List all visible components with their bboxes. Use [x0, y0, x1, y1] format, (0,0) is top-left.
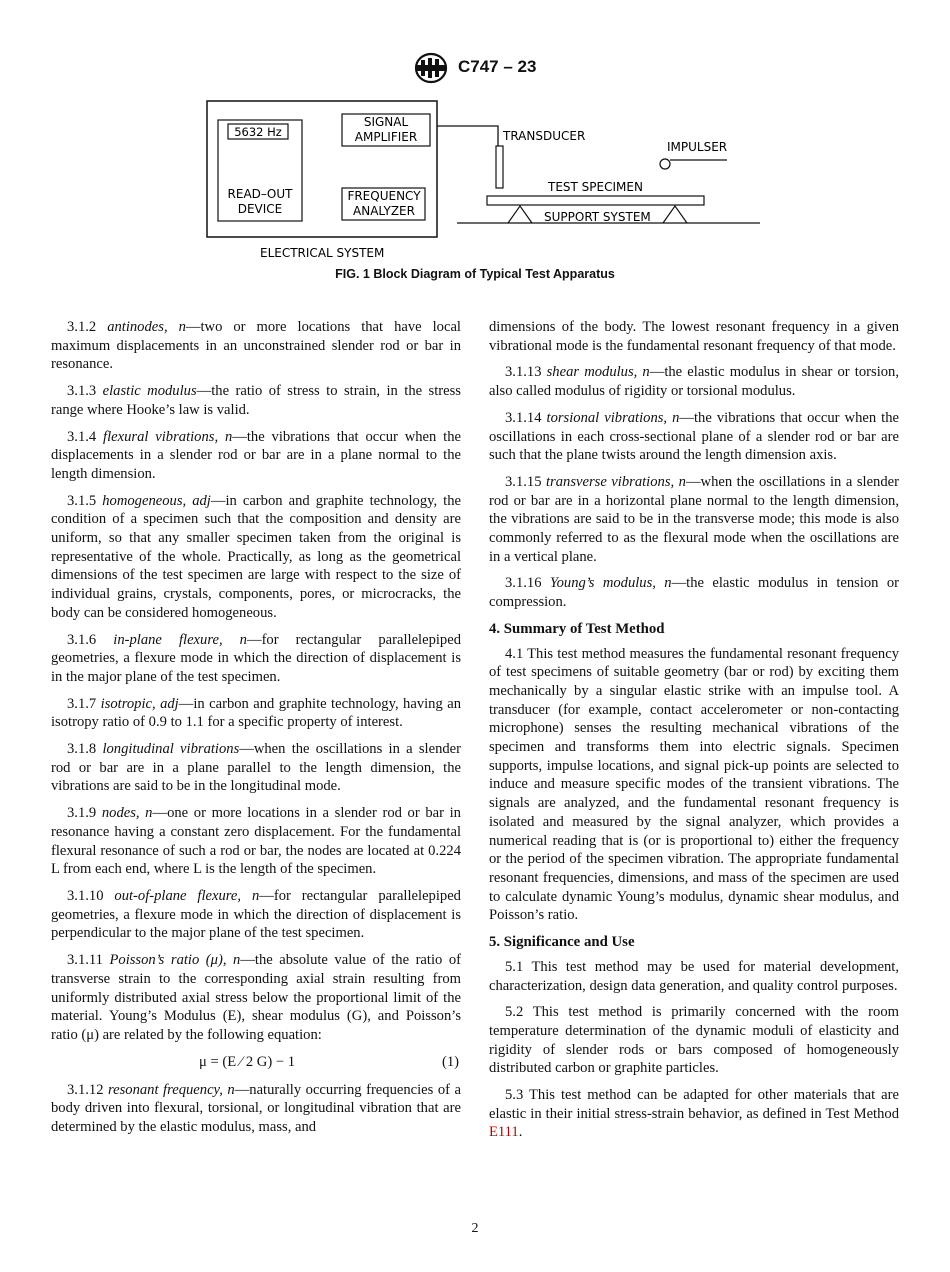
transducer-label: TRANSDUCER — [503, 129, 586, 143]
definition-3-1-14: 3.1.14 torsional vibrations, n—the vibrations that occur when the oscillations in each cross-sectional plane of a slender rod or bar are such that the plane twists around the length dimension axis. — [489, 409, 900, 464]
support-left — [508, 206, 532, 223]
electrical-system-label: ELECTRICAL SYSTEM — [260, 246, 385, 260]
support-right — [663, 206, 687, 223]
definition-3-1-16: 3.1.16 Young’s modulus, n—the elastic modulus in tension or compression. — [489, 575, 899, 611]
paragraph-5-1: 5.1 This test method may be used for material development, characterization, design data generation, and quality control purposes. — [489, 958, 899, 994]
signal-amplifier-label-1: SIGNAL — [363, 115, 409, 129]
block-diagram — [200, 96, 760, 266]
definition-3-1-12-continued: dimensions of the body. The lowest resonant frequency in a given vibrational mode is the fundamental resonant frequency of that mode. — [489, 319, 899, 354]
definition-3-1-8: 3.1.8 longitudinal vibrations—when the oscillations in a slender rod or bar are in a plane parallel to the length dimension, the vibrations are said to be in the longitudinal mode. — [51, 741, 461, 795]
support-system-label: SUPPORT SYSTEM — [544, 210, 651, 224]
frequency-analyzer-label-2: ANALYZER — [353, 204, 415, 218]
definition-3-1-4: 3.1.4 flexural vibrations, n—the vibrations that occur when the displacements in a slender rod or bar are in a plane normal to the length dimension. — [51, 428, 461, 482]
definition-3-1-10: 3.1.10 out-of-plane flexure, n—for rectangular parallelepiped geometries, a flexure mode in which the direction of displacement is perpendicular to the major plane of the test specimen. — [51, 887, 461, 942]
equation-number: (1) — [441, 1053, 459, 1070]
transducer — [496, 146, 503, 188]
frequency-analyzer-label-1: FREQUENCY — [347, 189, 421, 203]
readout-value: 5632 Hz — [234, 125, 282, 139]
definition-3-1-7: 3.1.7 isotropic, adj—in carbon and graphite technology, having an isotropy ratio of 0.9 to 1.1 for a specific property of interest. — [51, 695, 461, 731]
readout-label-2: DEVICE — [237, 202, 283, 216]
definition-3-1-6: 3.1.6 in-plane flexure, n—for rectangular parallelepiped geometries, a flexure mode in which the direction of displacement is in the major plane of the test specimen. — [51, 631, 461, 685]
definition-3-1-2: 3.1.2 antinodes, n—two or more locations that have local maximum displacements in an unconstrained slender rod or bar in resonance. — [51, 319, 461, 373]
equation-1 — [51, 1053, 461, 1075]
e111-link[interactable]: E111 — [489, 1124, 519, 1141]
equation-expression: μ = (E ⁄ 2 G) − 1 — [199, 1053, 296, 1070]
document-id: C747 – 23 — [458, 57, 537, 76]
right-column — [489, 318, 899, 1150]
left-column — [51, 318, 461, 1145]
paragraph-5-3: 5.3 This test method can be adapted for other materials that are elastic in their initial stress-strain behavior, as defined in Test Method E111. — [489, 1087, 899, 1141]
page-number: 2 — [471, 1221, 479, 1236]
definition-3-1-3: 3.1.3 elastic modulus—the ratio of stress to strain, in the stress range where Hooke’s law is valid. — [51, 383, 461, 418]
signal-amplifier-label-2: AMPLIFIER — [354, 130, 418, 144]
test-specimen-label: TEST SPECIMEN — [548, 180, 643, 194]
paragraph-4-1: 4.1 This test method measures the fundamental resonant frequency of test specimens of suitable geometry (bar or rod) by exciting them mechanically by a singular elastic strike with an impulse tool. A transducer (for example, contact accelerometer or non-contacting microphone) senses the resulting mechanical vibrations of the specimen and transforms them into electric signals. Specimen supports, impulse locations, and signal pick-up points are selected to induce and measure specific modes of the transient vibrations. The signals are analyzed, and the fundamental resonant frequency is isolated and measured by the signal analyzer, which provides a numerical reading that is (or is proportional to) either the frequency or the period of the specimen vibration. The appropriate fundamental resonant frequencies, dimensions, and mass of the specimen are used to calculate dynamic Young’s modulus, dynamic shear modulus, and Poisson’s ratio. — [489, 645, 899, 924]
impulser — [660, 159, 670, 169]
test-specimen — [487, 196, 704, 205]
transducer-cable — [437, 126, 498, 146]
section-5-heading: 5. Significance and Use — [489, 934, 635, 951]
paragraph-5-2: 5.2 This test method is primarily concerned with the room temperature determination of the dynamic moduli of elasticity and rigidity of slender rods or bars composed of homogeneously distributed carbon or graphite particles. — [489, 1004, 899, 1077]
impulser-label: IMPULSER — [667, 140, 728, 154]
definition-3-1-12: 3.1.12 resonant frequency, n—naturally occurring frequencies of a body driven into flexural, torsional, or longitudinal vibration that are determined by the elastic modulus, mass, and — [51, 1081, 461, 1136]
definition-3-1-5: 3.1.5 homogeneous, adj—in carbon and graphite technology, the condition of a specimen such that the composition and density are uniform, so that any smaller specimen taken from the original is representative of the whole. Practically, as long as the geometrical dimensions of the test specimen are large with respect to the size of individual grains, crystals, components, pores, or microcracks, the body can be considered homogeneous. — [51, 492, 462, 621]
figure-caption: FIG. 1 Block Diagram of Typical Test Apparatus — [335, 267, 615, 281]
definition-3-1-11: 3.1.11 Poisson’s ratio (μ), n—the absolute value of the ratio of transverse strain to the corresponding axial strain resulting from uniformly distributed axial stress below the proportional limit of the material. Young’s Modulus (E), shear modulus (G), and Poisson’s ratio (μ) are related by the following equation: — [51, 952, 461, 1043]
definition-3-1-9: 3.1.9 nodes, n—one or more locations in a slender rod or bar in resonance having a constant zero displacement. For the fundamental flexural resonance of such a rod or bar, the nodes are located at 0.224 L from each end, where L is the length of the specimen. — [51, 805, 461, 878]
readout-label-1: READ–OUT — [227, 187, 293, 201]
definition-3-1-13: 3.1.13 shear modulus, n—the elastic modulus in shear or torsion, also called modulus of rigidity or torsional modulus. — [489, 364, 899, 400]
definition-3-1-15: 3.1.15 transverse vibrations, n—when the oscillations in a slender rod or bar are in a horizontal plane normal to the length dimension, the vibrations are said to be in the transverse mode; this mode is also commonly referred to as the flexural mode when the oscillations are in a vertical plane. — [489, 473, 899, 565]
section-4-heading: 4. Summary of Test Method — [489, 620, 665, 637]
astm-logo-icon — [413, 52, 449, 84]
